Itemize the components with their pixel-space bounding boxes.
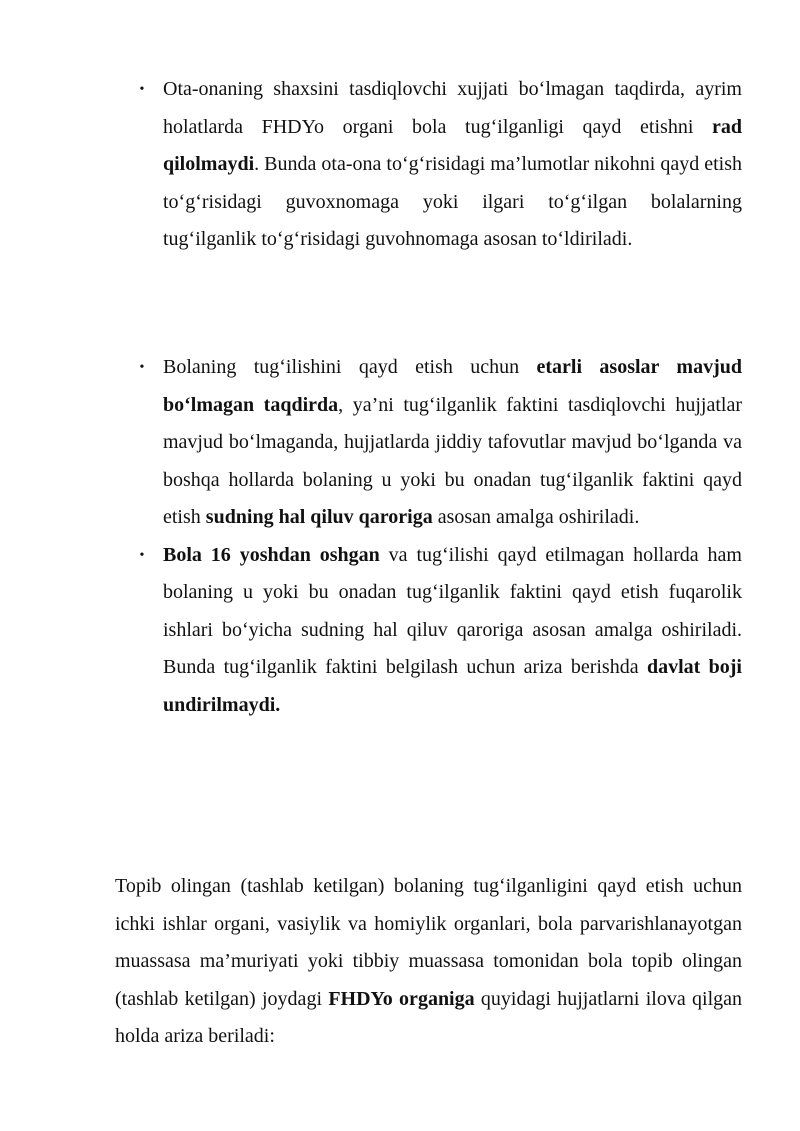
bullet-list-top — [139, 71, 742, 259]
bullet-text-bold: Bola 16 yoshdan oshgan — [163, 543, 380, 566]
bullet-text-normal: . Bunda ota-ona to‘g‘risidagi ma’lumotlar nikohni qayd etish to‘g‘risidagi guvoxnomaga yoki ilgari to‘g‘ilgan bolalarning tug‘ilganlik to‘g‘risidagi guvohnomaga asosan to‘ldiriladi. — [163, 153, 742, 250]
bullet-item — [139, 537, 742, 725]
paragraph-text-normal: quyidagi hujjatlarni ilova qilgan holda ariza beriladi: — [115, 987, 743, 1047]
closing-paragraph — [115, 868, 742, 1056]
bullet-text-bold: sudning hal qiluv qaroriga — [205, 506, 433, 528]
bullet-item — [139, 349, 742, 537]
bullet-text-normal: , ya’ni tug‘ilganlik faktini tasdiqlovchi hujjatlar mavjud bo‘lmaganda, hujjatlarda jiddiy tafovutlar mavjud bo‘lganda va boshqa hollarda bolaning u yoki bu onadan tug‘ilganlik faktini qayd etish — [163, 393, 742, 528]
bullet-icon: • — [139, 547, 145, 563]
bullet-text-normal: Ota-onaning shaxsini tasdiqlovchi xujjati bo‘lmagan taqdirda, ayrim holatlarda FHDYo organi bola tug‘ilganligi qayd etishni — [163, 78, 742, 138]
bullet-list-bottom — [139, 349, 742, 724]
paragraph-text-bold: FHDYo organiga — [328, 987, 475, 1010]
bullet-item — [139, 71, 742, 259]
bullet-text-bold: rad qilolmaydi — [163, 115, 742, 175]
bullet-text-normal: asosan amalga oshiriladi. — [432, 506, 640, 528]
bullet-icon: • — [139, 82, 145, 97]
bullet-text-normal: va tug‘ilishi qayd etilmagan hollarda ham bolaning u yoki bu onadan tug‘ilganlik faktini qayd etish fuqarolik ishlari bo‘yicha sudning hal qiluv qaroriga asosan amalga oshiriladi. Bunda tug‘ilganlik faktini belgilash uchun ariza berishda — [163, 543, 742, 678]
bullet-icon: • — [139, 360, 145, 375]
paragraph-text-normal: Topib olingan (tashlab ketilgan) bolaning tug‘ilganligini qayd etish uchun ichki ishlar organi, vasiylik va homiylik organlari, bola parvarishlanayotgan muassasa ma’muriyati yoki tibbiy muassasa tomonidan bola topib olingan (tashlab ketilgan) joydagi — [115, 875, 742, 1010]
bullet-text-bold: etarli asoslar mavjud bo‘lmagan taqdirda — [163, 356, 742, 416]
bullet-text-normal: Bolaning tug‘ilishini qayd etish uchun — [163, 356, 537, 378]
bullet-text-bold: davlat boji undirilmaydi. — [163, 656, 742, 716]
